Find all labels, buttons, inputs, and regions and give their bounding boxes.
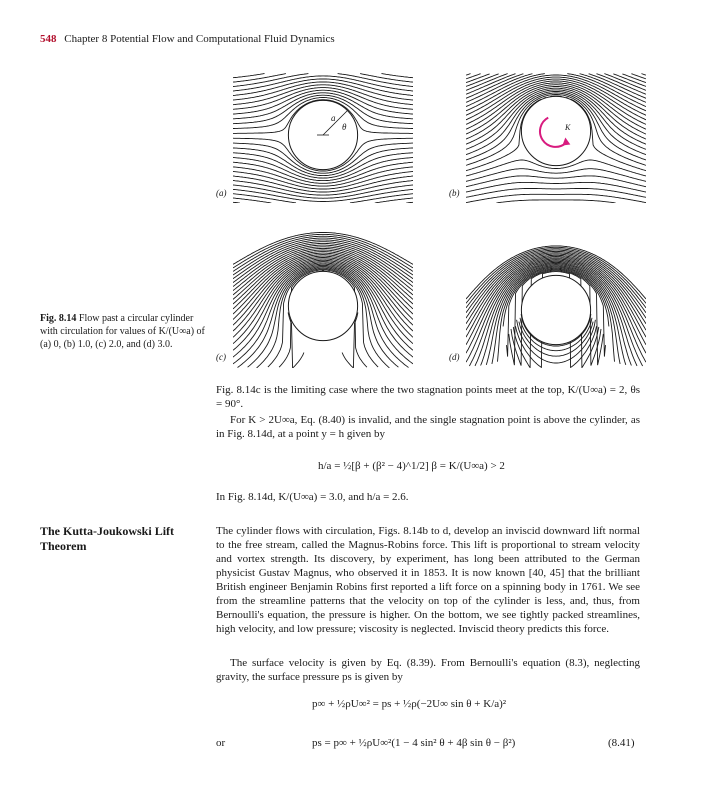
- streamline: [233, 202, 413, 203]
- section-heading: The Kutta-Joukowski Lift Theorem: [40, 524, 175, 553]
- panel-d-label: (d): [449, 352, 460, 362]
- streamline: [466, 194, 646, 202]
- figure-panel-a: [233, 73, 413, 203]
- paragraph-5: The surface velocity is given by Eq. (8.39). From Bernoulli's equation (8.3), neglecting gravity, the surface pressure ps is given by: [216, 657, 640, 683]
- streamline: [466, 182, 646, 192]
- circulation-label: K: [565, 123, 571, 132]
- chapter-title: Chapter 8 Potential Flow and Computational Fluid Dynamics: [64, 33, 335, 45]
- paragraph-2: For K > 2U∞a, Eq. (8.40) is invalid, and the single stagnation point is above the cylinder, as in Fig. 8.14d, at a point y = h given by: [216, 414, 640, 440]
- radius-label: a: [331, 113, 336, 123]
- panel-a-label: (a): [216, 188, 227, 198]
- paragraph-4: The cylinder flows with circulation, Figs. 8.14b to d, develop an inviscid downward lift normal to the free stream, called the Magnus-Robins force. This lift is proportional to stream velocity and vortex strength. Its discovery, by experiment, has long been attributed to the German physicist Gustav Magnus, who observed it in 1853. It is now known [40, 45] that the brilliant British engineer Benjamin Robins first reported a lift force on a spinning body in 1761. We see from the streamline patterns that the velocity on top of the cylinder is less, and, thus, from Bernoulli's equation, the pressure is higher. On the bottom, we see tightly packed streamlines, high velocity, and low pressure; viscosity is neglected. Inviscid theory predicts this force.: [216, 525, 640, 635]
- equation-bernoulli: p∞ + ½ρU∞² = ps + ½ρ(−2U∞ sin θ + K/a)²: [312, 698, 507, 710]
- streamline: [466, 169, 646, 182]
- figure-panel-b: [466, 73, 646, 203]
- cylinder-outline: [288, 271, 357, 340]
- or-label: or: [216, 737, 226, 749]
- figure-panel-d: [466, 228, 646, 368]
- figure-panel-c: [233, 228, 413, 368]
- equation-8-41: ps = p∞ + ½ρU∞²(1 − 4 sin² θ + 4β sin θ − β²): [312, 737, 516, 749]
- figure-caption: [40, 312, 208, 351]
- cylinder-outline: [521, 275, 590, 344]
- equation-h-over-a: h/a = ½[β + (β² − 4)^1/2] β = K/(U∞a) > 2: [318, 460, 505, 472]
- streamline: [466, 189, 646, 198]
- streamline: [233, 74, 413, 83]
- panel-b-label: (b): [449, 188, 460, 198]
- angle-label: θ: [342, 122, 347, 132]
- caption-label: Fig. 8.14: [40, 313, 77, 324]
- panel-c-label: (c): [216, 352, 226, 362]
- paragraph-3: In Fig. 8.14d, K/(U∞a) = 3.0, and h/a = 2.6.: [216, 491, 409, 503]
- equation-number: (8.41): [608, 737, 635, 749]
- cylinder-outline: [521, 96, 590, 165]
- paragraph-1: Fig. 8.14c is the limiting case where the two stagnation points meet at the top, K/(U∞a) = 2, θs = 90°.: [216, 384, 640, 410]
- page-number: 548: [40, 33, 57, 45]
- caption-text: Flow past a circular cylinder with circulation for values of K/(U∞a) of (a) 0, (b) 1.0, (c) 2.0, and (d) 3.0.: [40, 313, 205, 350]
- running-header: [40, 33, 335, 45]
- streamline: [496, 200, 615, 203]
- streamline: [466, 176, 646, 187]
